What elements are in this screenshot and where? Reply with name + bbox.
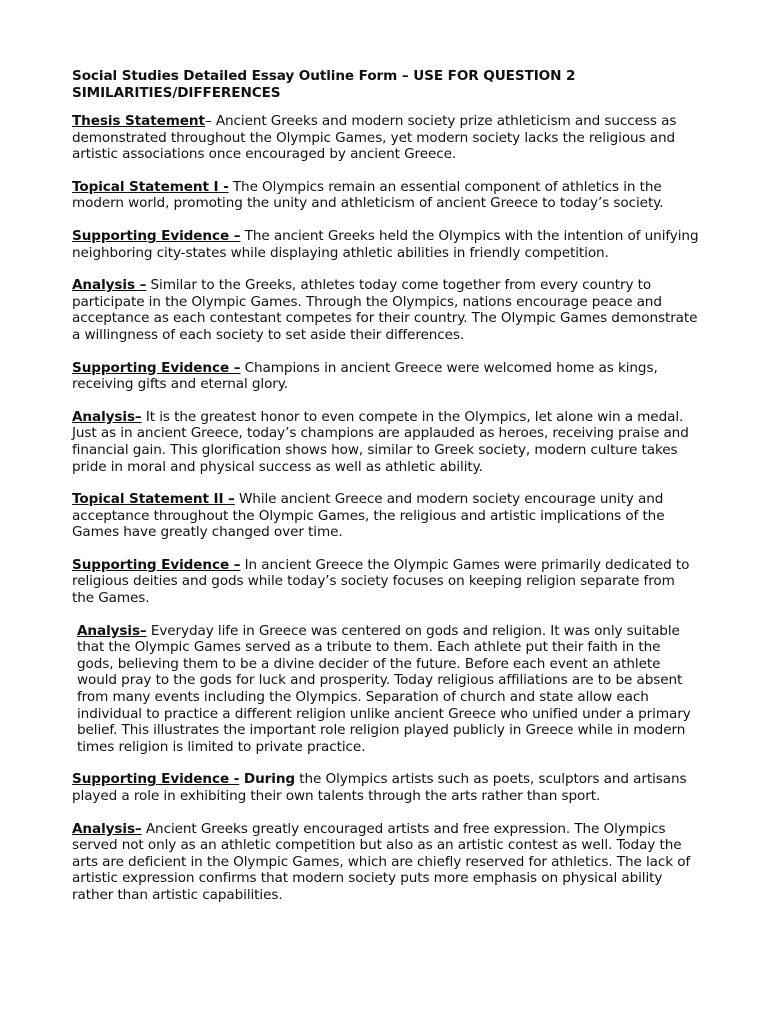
supporting-evidence-1-paragraph bbox=[72, 228, 700, 261]
section-text: While ancient Greece and modern society encourage unity and acceptance throughout the Olympic Games, the religious and artistic implications of the Games have greatly changed over time. bbox=[72, 491, 665, 541]
section-text: The ancient Greeks held the Olympics with the intention of unifying neighboring city-states while displaying athletic abilities in friendly competition. bbox=[72, 227, 699, 261]
section-text: Similar to the Greeks, athletes today come together from every country to participate in the Olympic Games. Through the Olympics, nations encourage peace and acceptance as each contestant competes for their country. The Olympic Games demonstrate a willingness of each society to set aside their differences. bbox=[72, 277, 698, 343]
section-text: Champions in ancient Greece were welcomed home as kings, receiving gifts and eternal glory. bbox=[72, 359, 658, 393]
section-heading: Thesis Statement bbox=[72, 113, 205, 129]
section-text: It is the greatest honor to even compete in the Olympics, let alone win a medal. Just as in ancient Greece, today’s champions are applauded as heroes, receiving praise and financial gain. This glorification shows how, similar to Greek society, modern culture takes pride in moral and physical success as well as athletic ability. bbox=[72, 408, 689, 475]
title-line-1: Social Studies Detailed Essay Outline Form – USE FOR QUESTION 2 bbox=[72, 68, 576, 84]
section-text: The Olympics remain an essential component of athletics in the modern world, promoting the unity and athleticism of ancient Greece to today’s society. bbox=[72, 178, 664, 212]
topical-statement-2-paragraph bbox=[72, 491, 700, 541]
section-separator: – bbox=[204, 113, 212, 129]
supporting-evidence-4-paragraph bbox=[72, 771, 700, 804]
section-heading: Analysis– bbox=[77, 622, 147, 639]
section-text: Ancient Greeks greatly encouraged artists and free expression. The Olympics served not only as an athletic competition but also as an artistic contest as well. Today the arts are deficient in the Olympic Games, which are chiefly reserved for athletics. The lack of artistic expression confirms that modern society puts more emphasis on physical ability rather than artistic capabilities. bbox=[72, 820, 691, 903]
document-page bbox=[72, 68, 700, 920]
section-heading: Analysis– bbox=[72, 820, 142, 837]
section-heading: Analysis – bbox=[72, 277, 147, 294]
thesis-statement-paragraph bbox=[72, 113, 700, 163]
title-line-2: SIMILARITIES/DIFFERENCES bbox=[72, 85, 281, 101]
section-heading: Supporting Evidence – bbox=[72, 227, 241, 244]
topical-statement-1-paragraph bbox=[72, 179, 700, 212]
section-heading: Supporting Evidence - bbox=[72, 771, 240, 788]
section-bold-word: During bbox=[239, 771, 296, 788]
analysis-2-paragraph bbox=[72, 409, 700, 475]
section-heading: Supporting Evidence – bbox=[72, 556, 241, 573]
analysis-4-paragraph bbox=[72, 821, 700, 904]
section-heading: Topical Statement I - bbox=[72, 178, 229, 195]
section-text: Ancient Greeks and modern society prize athleticism and success as demonstrated throughout the Olympic Games, yet modern society lacks the religious and artistic associations once encouraged by ancient Greece. bbox=[72, 113, 677, 163]
section-heading: Supporting Evidence – bbox=[72, 359, 241, 376]
analysis-3-paragraph bbox=[72, 623, 700, 756]
section-text: the Olympics artists such as poets, sculptors and artisans played a role in exhibiting their own talents through the arts rather than sport. bbox=[72, 771, 687, 804]
section-text: Everyday life in Greece was centered on gods and religion. It was only suitable that the Olympic Games served as a tribute to them. Each athlete put their faith in the gods, believing them to be a divine decider of the future. Before each event an athlete would pray to the gods for luck and prosperity. Today religious affiliations are to be absent from many events including the Olympics. Separation of church and state allow each individual to practice a different religion unlike ancient Greece who unified under a primary belief. This illustrates the important role religion played publicly in Greece while in modern times religion is limited to private practice. bbox=[77, 622, 691, 755]
section-heading: Topical Statement II – bbox=[72, 491, 235, 508]
supporting-evidence-3-paragraph bbox=[72, 557, 700, 607]
document-title bbox=[72, 68, 700, 102]
section-heading: Analysis– bbox=[72, 408, 142, 425]
supporting-evidence-2-paragraph bbox=[72, 360, 700, 393]
analysis-1-paragraph bbox=[72, 277, 700, 343]
section-text: In ancient Greece the Olympic Games were primarily dedicated to religious deities and gods while today’s society focuses on keeping religion separate from the Games. bbox=[72, 556, 690, 607]
